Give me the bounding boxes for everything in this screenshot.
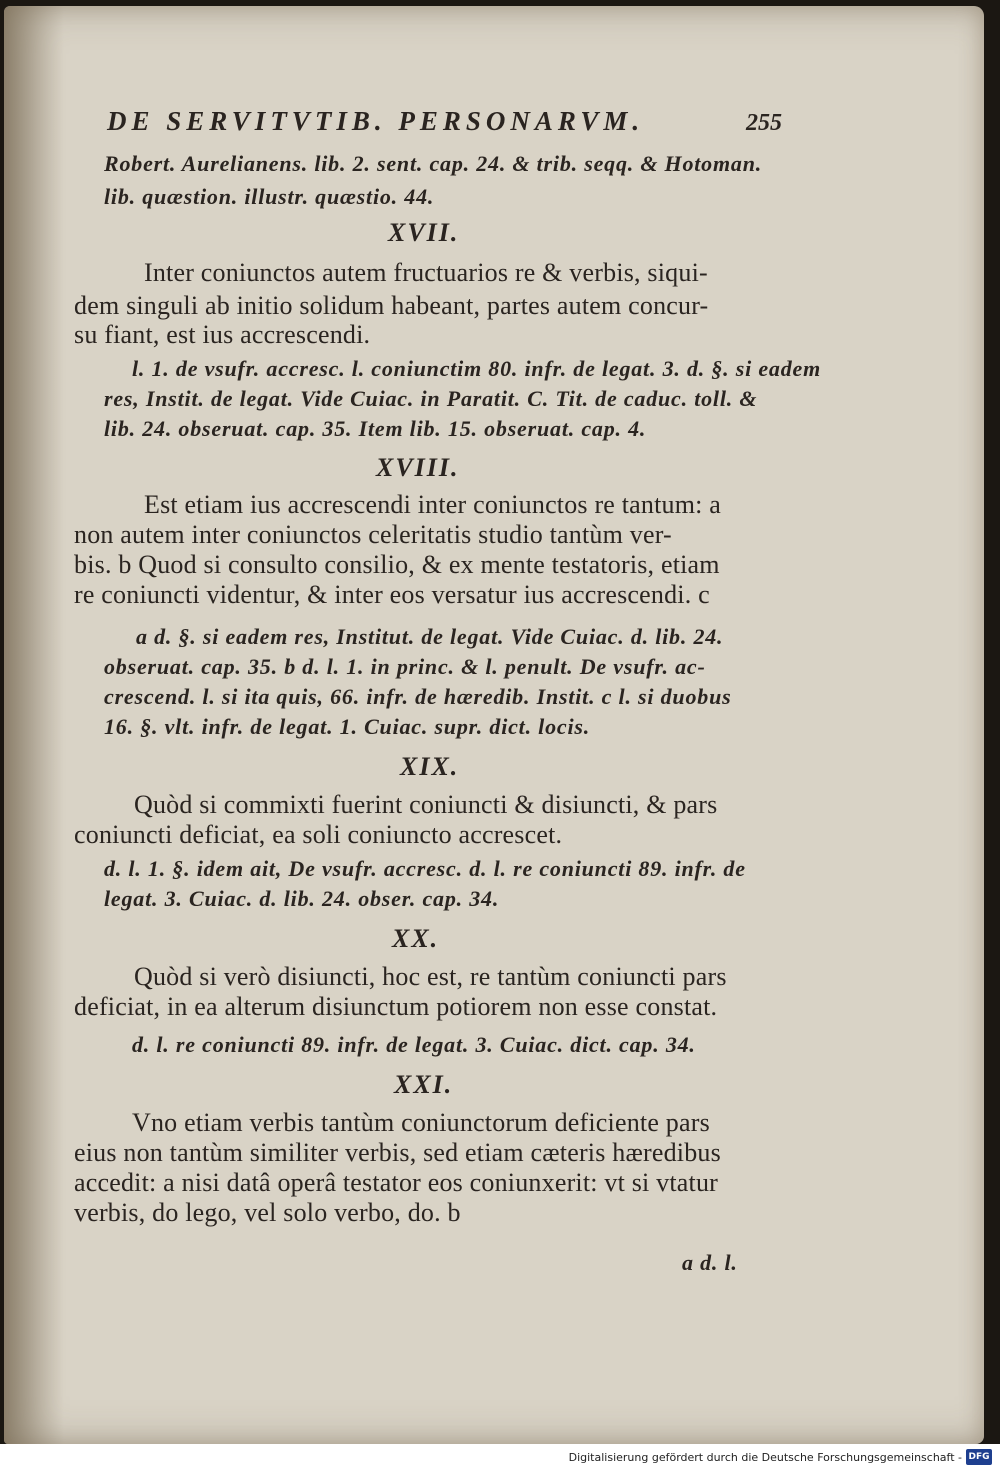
catchword: a d. l.	[682, 1250, 738, 1275]
text-line: Inter coniunctos autem fructuarios re & verbis, siqui-	[144, 258, 708, 287]
text-line: a d. §. si eadem res, Institut. de legat. Vide Cuiac. d. lib. 24.	[136, 624, 724, 649]
section-heading: XVII.	[388, 218, 460, 247]
text-line: Vno etiam verbis tantùm coniunctorum deficiente pars	[132, 1108, 710, 1137]
text-line: Quòd si verò disiuncti, hoc est, re tantùm coniuncti pars	[134, 962, 727, 991]
text-line: dem singuli ab initio solidum habeant, partes autem concur-	[74, 291, 709, 320]
dfg-logo: DFG	[966, 1449, 992, 1465]
text-line: l. 1. de vsufr. accresc. l. coniunctim 80. infr. de legat. 3. d. §. si eadem	[132, 356, 821, 381]
section-heading: XVIII.	[376, 453, 460, 482]
running-title: DE SERVITVTIB. PERSONARVM.	[107, 106, 645, 136]
text-line: 16. §. vlt. infr. de legat. 1. Cuiac. supr. dict. locis.	[104, 714, 591, 739]
section-heading: XXI.	[394, 1070, 454, 1099]
page-number: 255	[746, 110, 782, 136]
text-line: non autem inter coniunctos celeritatis studio tantùm ver-	[74, 520, 672, 549]
book-page	[4, 6, 984, 1444]
text-line: legat. 3. Cuiac. d. lib. 24. obser. cap. 34.	[104, 886, 500, 911]
funding-credit: Digitalisierung gefördert durch die Deutsche Forschungsgemeinschaft -	[568, 1451, 962, 1464]
text-line: deficiat, in ea alterum disiunctum potiorem non esse constat.	[74, 992, 718, 1021]
text-line: crescend. l. si ita quis, 66. infr. de hæredib. Instit. c l. si duobus	[104, 684, 732, 709]
text-line: re coniuncti videntur, & inter eos versatur ius accrescendi. c	[74, 580, 710, 609]
text-line: d. l. re coniuncti 89. infr. de legat. 3. Cuiac. dict. cap. 34.	[132, 1032, 696, 1057]
text-line: eius non tantùm similiter verbis, sed etiam cæteris hæredibus	[74, 1138, 721, 1167]
text-line: d. l. 1. §. idem ait, De vsufr. accresc. d. l. re coniuncti 89. infr. de	[104, 856, 746, 881]
text-line: Robert. Aurelianens. lib. 2. sent. cap. 24. & trib. seqq. & Hotoman.	[104, 151, 763, 176]
text-line: accedit: a nisi datâ operâ testator eos coniunxerit: vt si vtatur	[74, 1168, 719, 1197]
text-line: verbis, do lego, vel solo verbo, do. b	[74, 1198, 461, 1227]
text-line: res, Instit. de legat. Vide Cuiac. in Paratit. C. Tit. de caduc. toll. &	[104, 386, 758, 411]
text-line: bis. b Quod si consulto consilio, & ex mente testatoris, etiam	[74, 550, 720, 579]
text-line: su fiant, est ius accrescendi.	[74, 320, 371, 349]
text-line: Est etiam ius accrescendi inter coniunctos re tantum: a	[144, 490, 722, 519]
text-line: obseruat. cap. 35. b d. l. 1. in princ. & l. penult. De vsufr. ac-	[104, 654, 706, 679]
text-line: coniuncti deficiat, ea soli coniuncto accrescet.	[74, 820, 563, 849]
section-heading: XIX.	[400, 752, 460, 781]
text-line: lib. quæstion. illustr. quæstio. 44.	[104, 184, 435, 209]
page-gutter-shadow	[4, 6, 64, 1444]
text-line: Quòd si commixti fuerint coniuncti & disiuncti, & pars	[134, 790, 718, 819]
section-heading: XX.	[392, 924, 440, 953]
text-line: lib. 24. obseruat. cap. 35. Item lib. 15. obseruat. cap. 4.	[104, 416, 647, 441]
